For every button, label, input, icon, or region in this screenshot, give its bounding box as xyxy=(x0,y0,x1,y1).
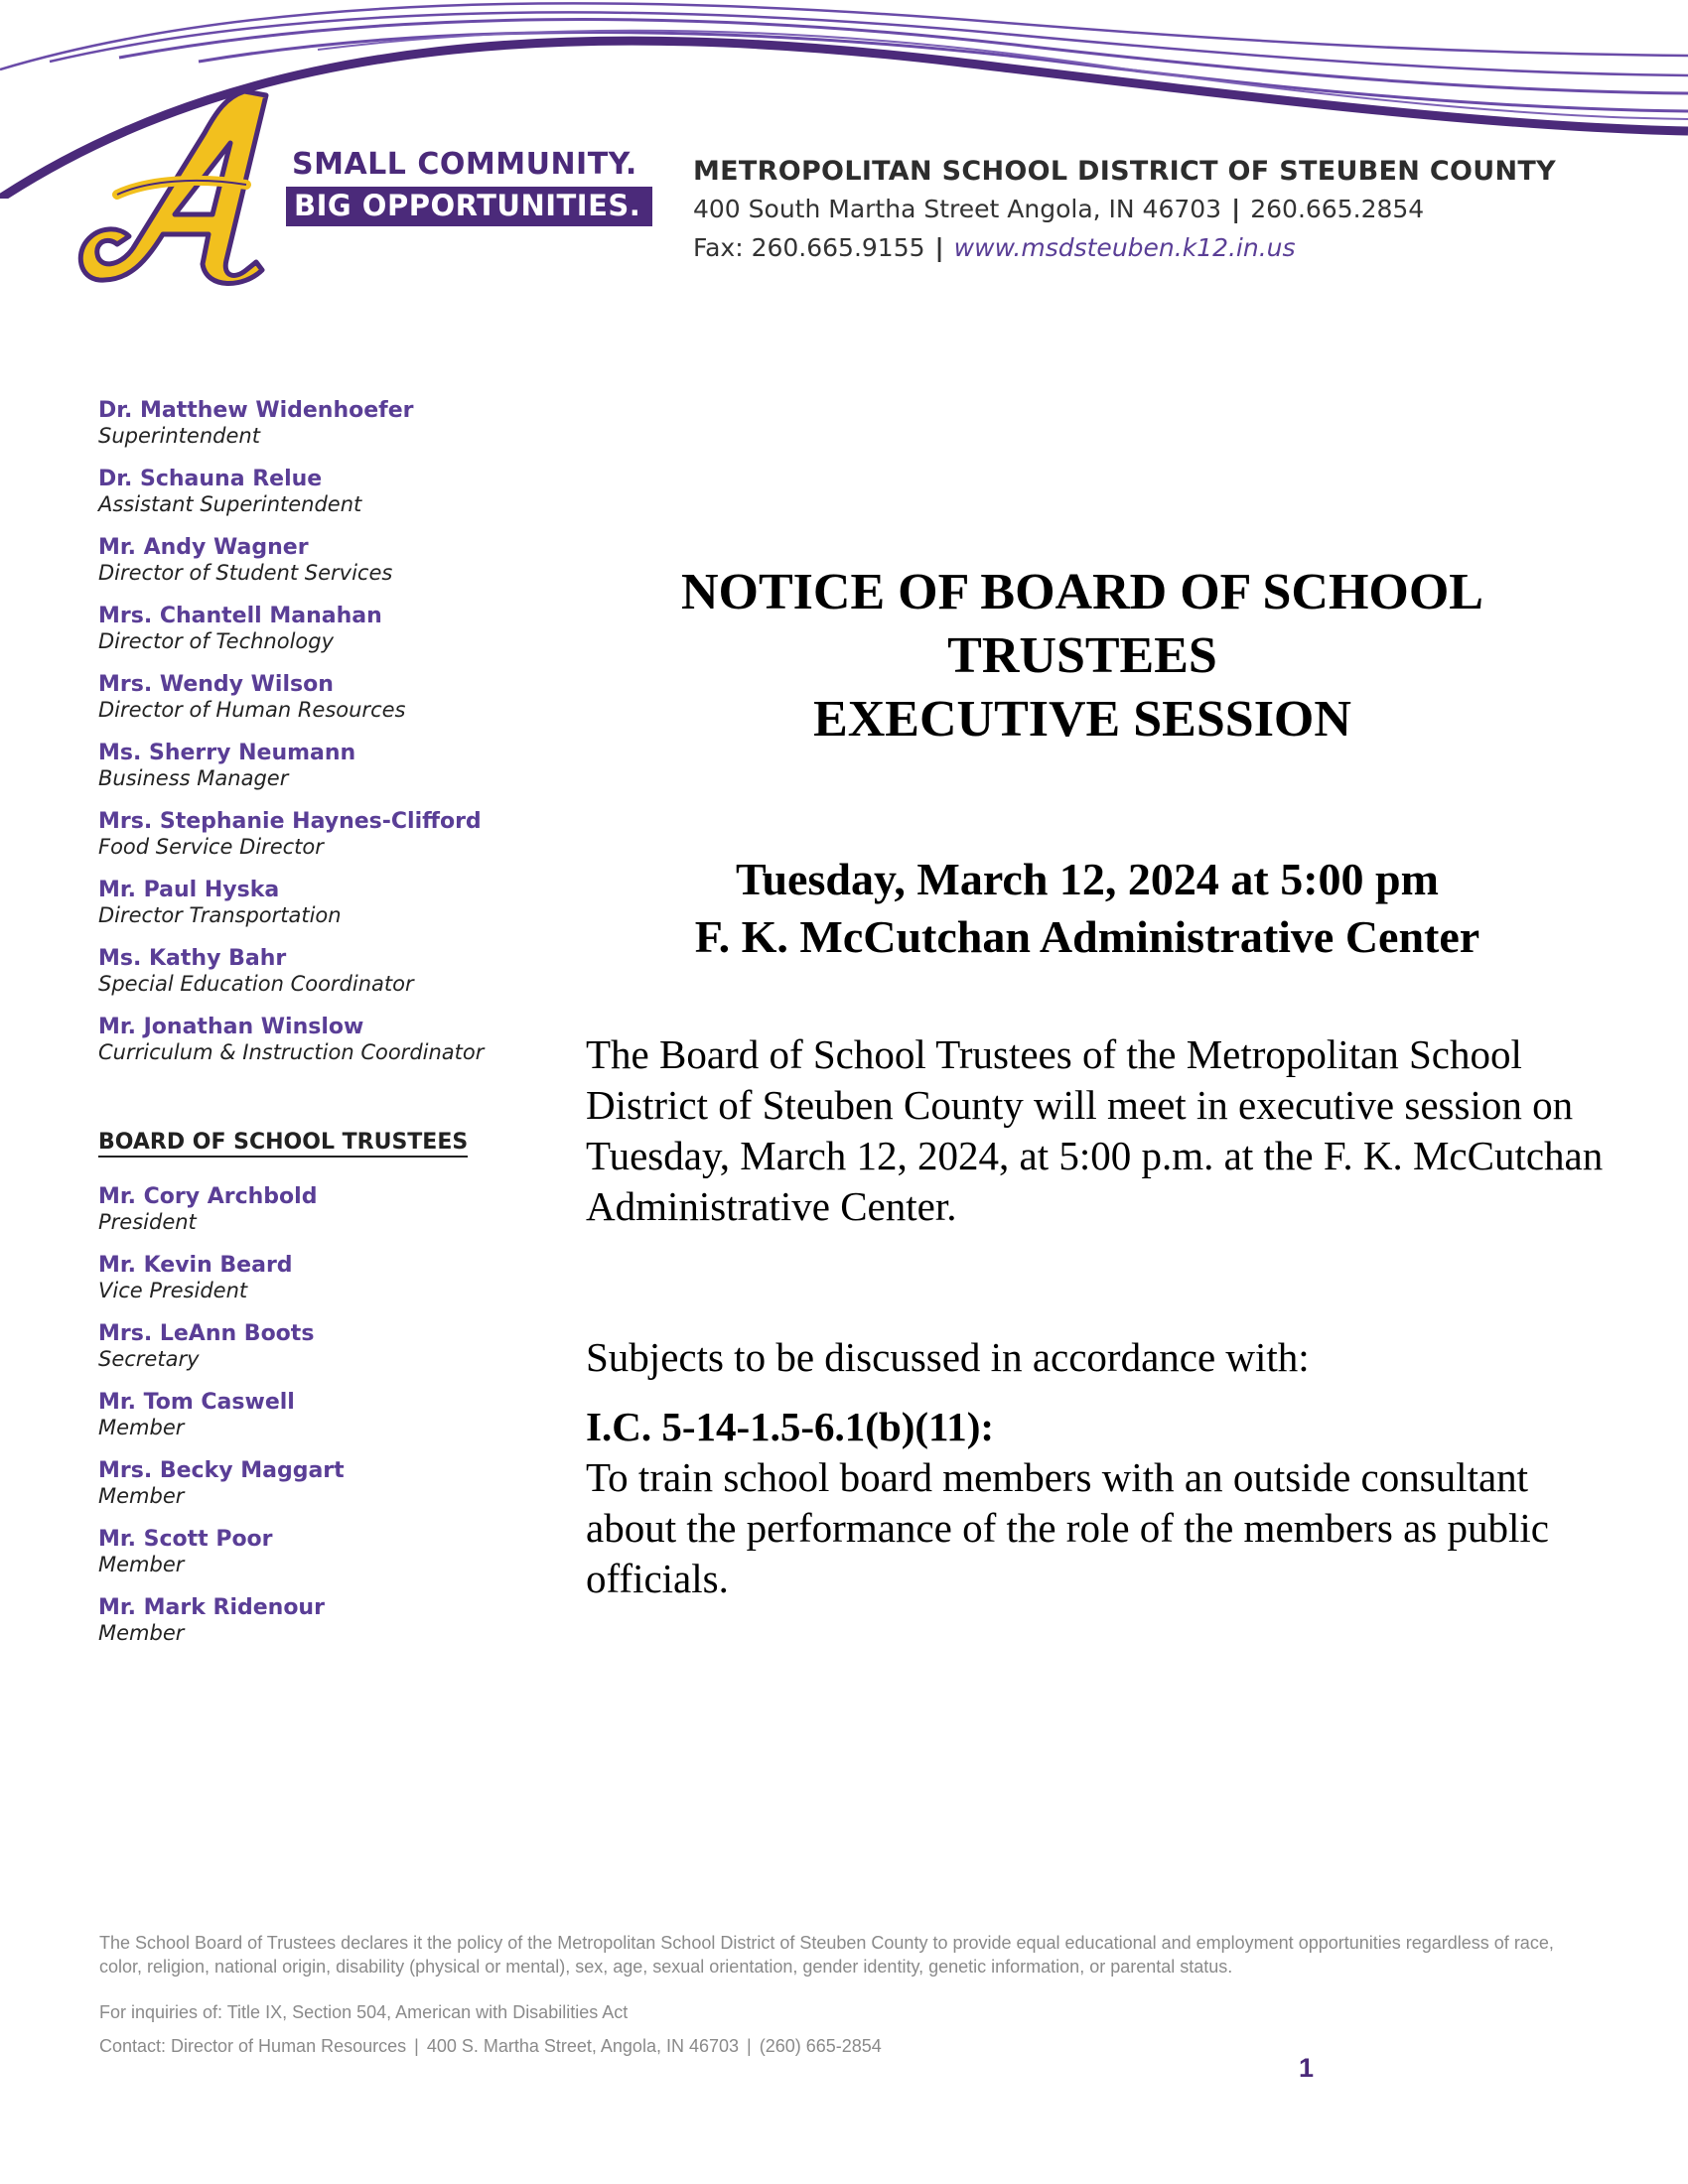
tagline-big-opportunities: BIG OPPORTUNITIES. xyxy=(286,187,652,226)
board-member-title: Secretary xyxy=(98,1347,200,1371)
statute-citation: I.C. 5-14-1.5-6.1(b)(11): xyxy=(586,1404,995,1449)
administrator-item xyxy=(98,466,535,517)
administrator-item xyxy=(98,808,535,860)
board-member-name: Mr. Cory Archbold xyxy=(98,1184,318,1209)
administrator-name: Ms. Sherry Neumann xyxy=(98,741,356,765)
page-number: 1 xyxy=(1299,2053,1315,2083)
district-contact-block xyxy=(693,154,1556,267)
district-website-link[interactable]: www.msdsteuben.k12.in.us xyxy=(953,233,1296,262)
board-member-name: Mr. Mark Ridenour xyxy=(98,1595,325,1620)
board-heading: BOARD OF SCHOOL TRUSTEES xyxy=(98,1130,468,1158)
district-fax: Fax: 260.665.9155 xyxy=(693,233,925,262)
district-phone: 260.665.2854 xyxy=(1250,195,1425,223)
administrator-name: Dr. Schauna Relue xyxy=(98,467,323,491)
subjects-intro: Subjects to be discussed in accordance with: xyxy=(586,1334,1310,1380)
notice-title xyxy=(586,561,1579,751)
board-member-title: Member xyxy=(98,1553,185,1576)
administrator-title: Curriculum & Instruction Coordinator xyxy=(98,1040,485,1064)
administrator-title: Director of Student Services xyxy=(98,561,393,585)
administrator-item xyxy=(98,534,535,586)
board-member-item xyxy=(98,1526,535,1577)
administrator-name: Mr. Andy Wagner xyxy=(98,535,309,560)
administrator-title: Director of Technology xyxy=(98,629,335,653)
administrator-item xyxy=(98,877,535,928)
tagline xyxy=(286,147,652,226)
district-address-line xyxy=(693,190,1556,228)
contact-label: Contact: Director of Human Resources xyxy=(99,2036,407,2056)
board-member-name: Mr. Scott Poor xyxy=(98,1527,273,1552)
board-member-name: Mrs. LeAnn Boots xyxy=(98,1321,315,1346)
board-member-name: Mrs. Becky Maggart xyxy=(98,1458,345,1483)
board-member-item xyxy=(98,1183,535,1235)
administrator-item xyxy=(98,603,535,654)
notice-title-line: TRUSTEES xyxy=(947,627,1217,684)
footer xyxy=(99,1931,1589,2058)
district-fax-line xyxy=(693,228,1556,267)
administrator-name: Mr. Jonathan Winslow xyxy=(98,1015,364,1039)
administrator-item xyxy=(98,945,535,997)
inquiries-line: For inquiries of: Title IX, Section 504, American with Disabilities Act xyxy=(99,2002,629,2022)
board-member-item xyxy=(98,1252,535,1303)
contact-phone: (260) 665-2854 xyxy=(759,2036,882,2056)
administrator-item xyxy=(98,740,535,791)
board-member-title: Member xyxy=(98,1484,185,1508)
notice-title-line: NOTICE OF BOARD OF SCHOOL xyxy=(680,564,1483,620)
administrator-name: Ms. Kathy Bahr xyxy=(98,946,287,971)
contact-address: 400 S. Martha Street, Angola, IN 46703 xyxy=(426,2036,740,2056)
administrator-title: Superintendent xyxy=(98,424,260,448)
notice-body: The Board of School Trustees of the Metropolitan School District of Steuben County will meet in executive session on Tuesday, March 12, 2024, at 5:00 p.m. at the F. K. McCutchan Administrative Center. xyxy=(586,1031,1604,1229)
administrator-title: Special Education Coordinator xyxy=(98,972,414,996)
board-member-item xyxy=(98,1594,535,1646)
administrator-title: Business Manager xyxy=(98,766,289,790)
separator: | xyxy=(414,2036,419,2056)
board-member-title: Vice President xyxy=(98,1279,248,1302)
separator: | xyxy=(1231,195,1241,223)
contact-line xyxy=(99,2034,1589,2058)
board-member-title: Member xyxy=(98,1621,185,1645)
district-logo-a xyxy=(77,85,290,288)
administrator-title: Assistant Superintendent xyxy=(98,492,362,516)
administrator-name: Mrs. Chantell Manahan xyxy=(98,604,382,628)
administrator-item xyxy=(98,397,535,449)
administrator-name: Dr. Matthew Widenhoefer xyxy=(98,398,414,423)
meeting-datetime: Tuesday, March 12, 2024 at 5:00 pm xyxy=(736,854,1439,904)
board-member-title: Member xyxy=(98,1416,185,1439)
nondiscrimination-policy: The School Board of Trustees declares it the policy of the Metropolitan School District of Steuben County to provide equal educational and employment opportunities regardless of race, color, religion, national origin, disability (physical or mental), sex, age, sexual orientation, gender identity, genetic information, or parental status. xyxy=(99,1933,1554,1977)
administrator-item xyxy=(98,1014,535,1065)
session-purpose: To train school board members with an outside consultant about the performance of the role of the members as public officials. xyxy=(586,1454,1549,1601)
administrator-title: Director of Human Resources xyxy=(98,698,406,722)
administrator-item xyxy=(98,671,535,723)
tagline-small-community: SMALL COMMUNITY. xyxy=(292,147,637,182)
meeting-details xyxy=(586,851,1589,966)
district-name: METROPOLITAN SCHOOL DISTRICT OF STEUBEN COUNTY xyxy=(693,156,1556,187)
administrator-name: Mrs. Stephanie Haynes-Clifford xyxy=(98,809,482,834)
board-member-name: Mr. Kevin Beard xyxy=(98,1253,293,1278)
board-member-item xyxy=(98,1389,535,1440)
meeting-location: F. K. McCutchan Administrative Center xyxy=(694,911,1480,962)
board-member-item xyxy=(98,1320,535,1372)
separator: | xyxy=(747,2036,752,2056)
board-member-name: Mr. Tom Caswell xyxy=(98,1390,295,1415)
notice-content xyxy=(586,561,1618,1604)
administrator-name: Mrs. Wendy Wilson xyxy=(98,672,334,697)
separator: | xyxy=(934,233,944,262)
board-member-title: President xyxy=(98,1210,197,1234)
administrator-title: Food Service Director xyxy=(98,835,324,859)
notice-title-line: EXECUTIVE SESSION xyxy=(813,691,1351,748)
board-member-item xyxy=(98,1457,535,1509)
district-address: 400 South Martha Street Angola, IN 46703 xyxy=(693,195,1222,223)
administrator-name: Mr. Paul Hyska xyxy=(98,878,280,902)
administrator-title: Director Transportation xyxy=(98,903,342,927)
staff-sidebar xyxy=(98,397,535,1663)
